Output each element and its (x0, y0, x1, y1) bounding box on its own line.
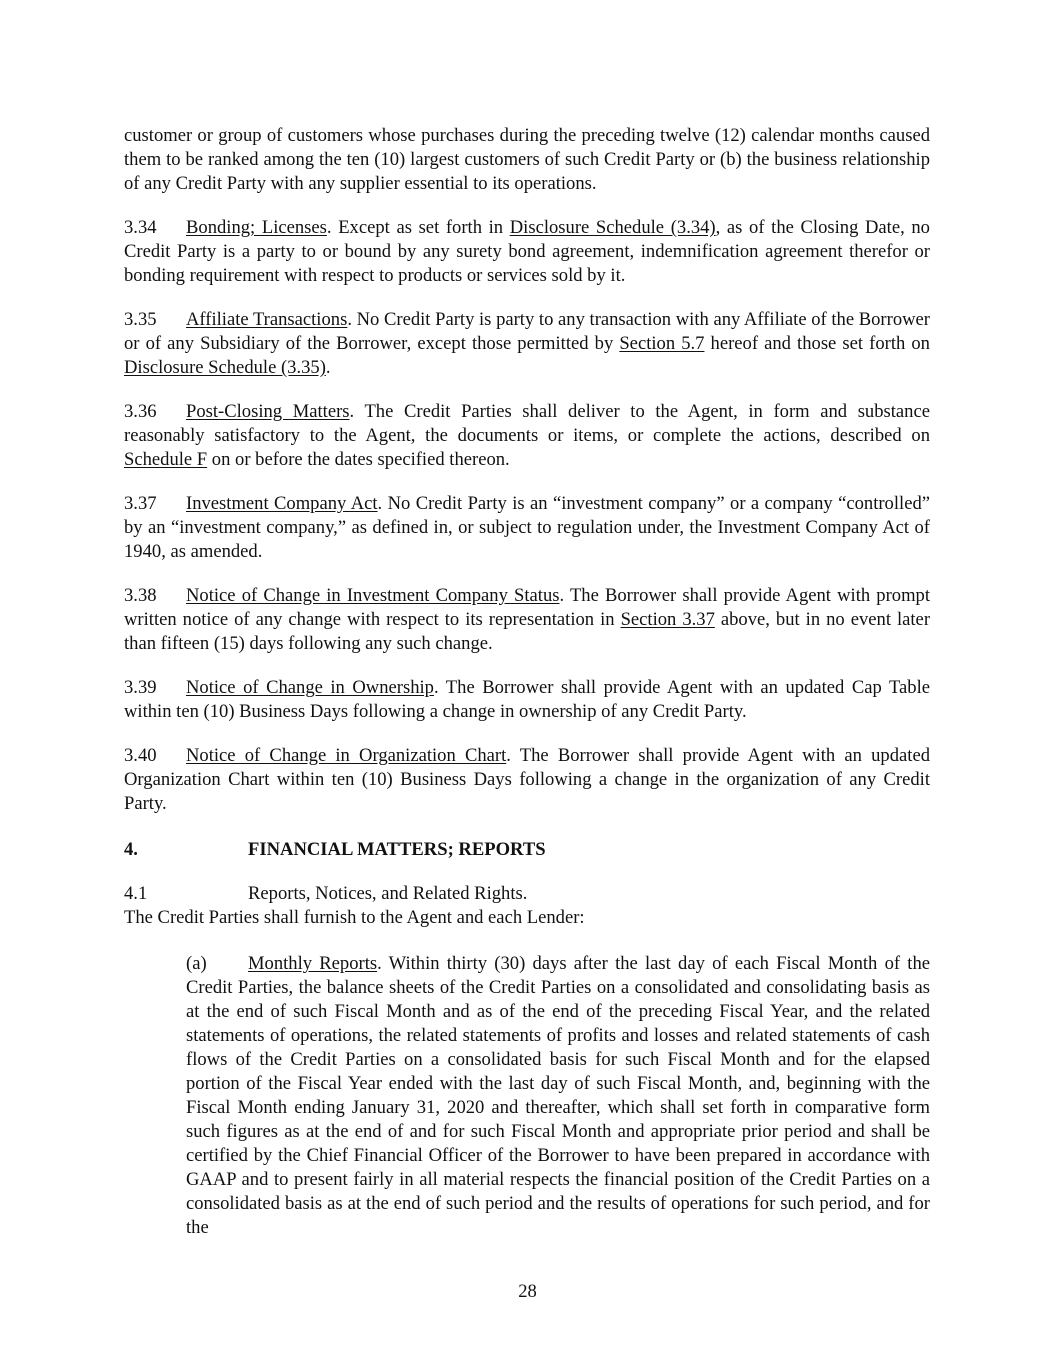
cross-reference: Section 3.37 (620, 609, 715, 630)
section-3-39: 3.39 Notice of Change in Ownership. The Borrower shall provide Agent with an updated Cap Table within ten (10) Business Days following a change in ownership of any Credit Party. (124, 677, 931, 722)
cross-reference: Disclosure Schedule (3.34) (509, 217, 716, 238)
clause-a-monthly-reports: (a) Monthly Reports. Within thirty (30) days after the last day of each Fiscal Month of the Credit Parties, the balance sheets of the Credit Parties on a consolidated and consolidating basis as at the end of such Fiscal Month and as of the end of the preceding Fiscal Year, and the related statements of operations, the related statements of profits and losses and related statements of cash flows of the Credit Parties on a consolidated basis for such Fiscal Month and for the elapsed portion of the Fiscal Year ended with the last day of such Fiscal Month, and, beginning with the Fiscal Month ending January 31, 2020 and thereafter, which shall set forth in comparative form such figures as at the end of and for such Fiscal Month and appropriate prior period and shall be certified by the Chief Financial Officer of the Borrower to have been prepared in accordance with GAAP and to present fairly in all material respects the financial position of the Credit Parties on a consolidated basis as at the end of such period and the results of operations for such period, and for the (186, 953, 930, 1238)
section-number: 3.35 (124, 309, 157, 330)
section-3-34: 3.34 Bonding; Licenses. Except as set forth in Disclosure Schedule (3.34), as of the Closing Date, no Credit Party is a party to or bound by any surety bond agreement, indemnification agreement therefor or bonding requirement with respect to products or services sold by it. (124, 217, 930, 286)
cross-reference: Schedule F (124, 449, 208, 470)
section-title: Bonding; Licenses (186, 217, 327, 238)
section-4-1 (124, 882, 930, 930)
section-title: Notice of Change in Ownership (186, 677, 434, 698)
continuation-paragraph: customer or group of customers whose purchases during the preceding twelve (12) calendar months caused them to be ranked among the ten (10) largest customers of such Credit Party or (b) the business relationship of any Credit Party with any supplier essential to its operations. (124, 125, 930, 194)
section-3-40: 3.40 Notice of Change in Organization Chart. The Borrower shall provide Agent with an updated Organization Chart within ten (10) Business Days following a change in the organization of any Credit Party. (124, 745, 930, 814)
article-heading (124, 838, 930, 862)
section-title: Notice of Change in Investment Company Status (186, 585, 560, 606)
article-number: 4. (124, 839, 138, 860)
document-body (124, 124, 930, 1240)
page-number: 28 (518, 1281, 537, 1302)
section-3-36: 3.36 Post-Closing Matters. The Credit Parties shall deliver to the Agent, in form and substance reasonably satisfactory to the Agent, the documents or items, or complete the actions, described on Schedule F on or before the dates specified thereon. (124, 401, 930, 470)
section-number: 3.39 (124, 677, 157, 698)
section-title: Affiliate Transactions (186, 309, 348, 330)
section-title: Investment Company Act (186, 493, 378, 514)
clause-title: Monthly Reports (248, 953, 378, 974)
cross-reference: Section 5.7 (619, 333, 705, 354)
section-3-38: 3.38 Notice of Change in Investment Company Status. The Borrower shall provide Agent with prompt written notice of any change with respect to its representation in Section 3.37 above, but in no event later than fifteen (15) days following any such change. (124, 585, 931, 654)
section-number: 3.34 (124, 217, 157, 238)
section-heading (124, 882, 930, 906)
clause-label: (a) (186, 953, 207, 974)
section-number: 3.38 (124, 585, 157, 606)
section-title: Reports, Notices, and Related Rights. (248, 883, 528, 904)
article-title: FINANCIAL MATTERS; REPORTS (248, 839, 546, 860)
section-title: Notice of Change in Organization Chart (186, 745, 507, 766)
section-number: 3.36 (124, 401, 157, 422)
section-number: 3.40 (124, 745, 157, 766)
section-3-37: 3.37 Investment Company Act. No Credit Party is an “investment company” or a company “controlled” by an “investment company,” as defined in, or subject to regulation under, the Investment Company Act of 1940, as amended. (124, 493, 930, 562)
section-number: 4.1 (124, 883, 148, 904)
section-title: Post-Closing Matters (186, 401, 350, 422)
section-intro: The Credit Parties shall furnish to the Agent and each Lender: (124, 907, 585, 928)
section-3-35: 3.35 Affiliate Transactions. No Credit Party is party to any transaction with any Affiliate of the Borrower or of any Subsidiary of the Borrower, except those permitted by Section 5.7 hereof and those set forth on Disclosure Schedule (3.35). (124, 309, 930, 378)
section-number: 3.37 (124, 493, 157, 514)
cross-reference: Disclosure Schedule (3.35) (124, 357, 326, 378)
